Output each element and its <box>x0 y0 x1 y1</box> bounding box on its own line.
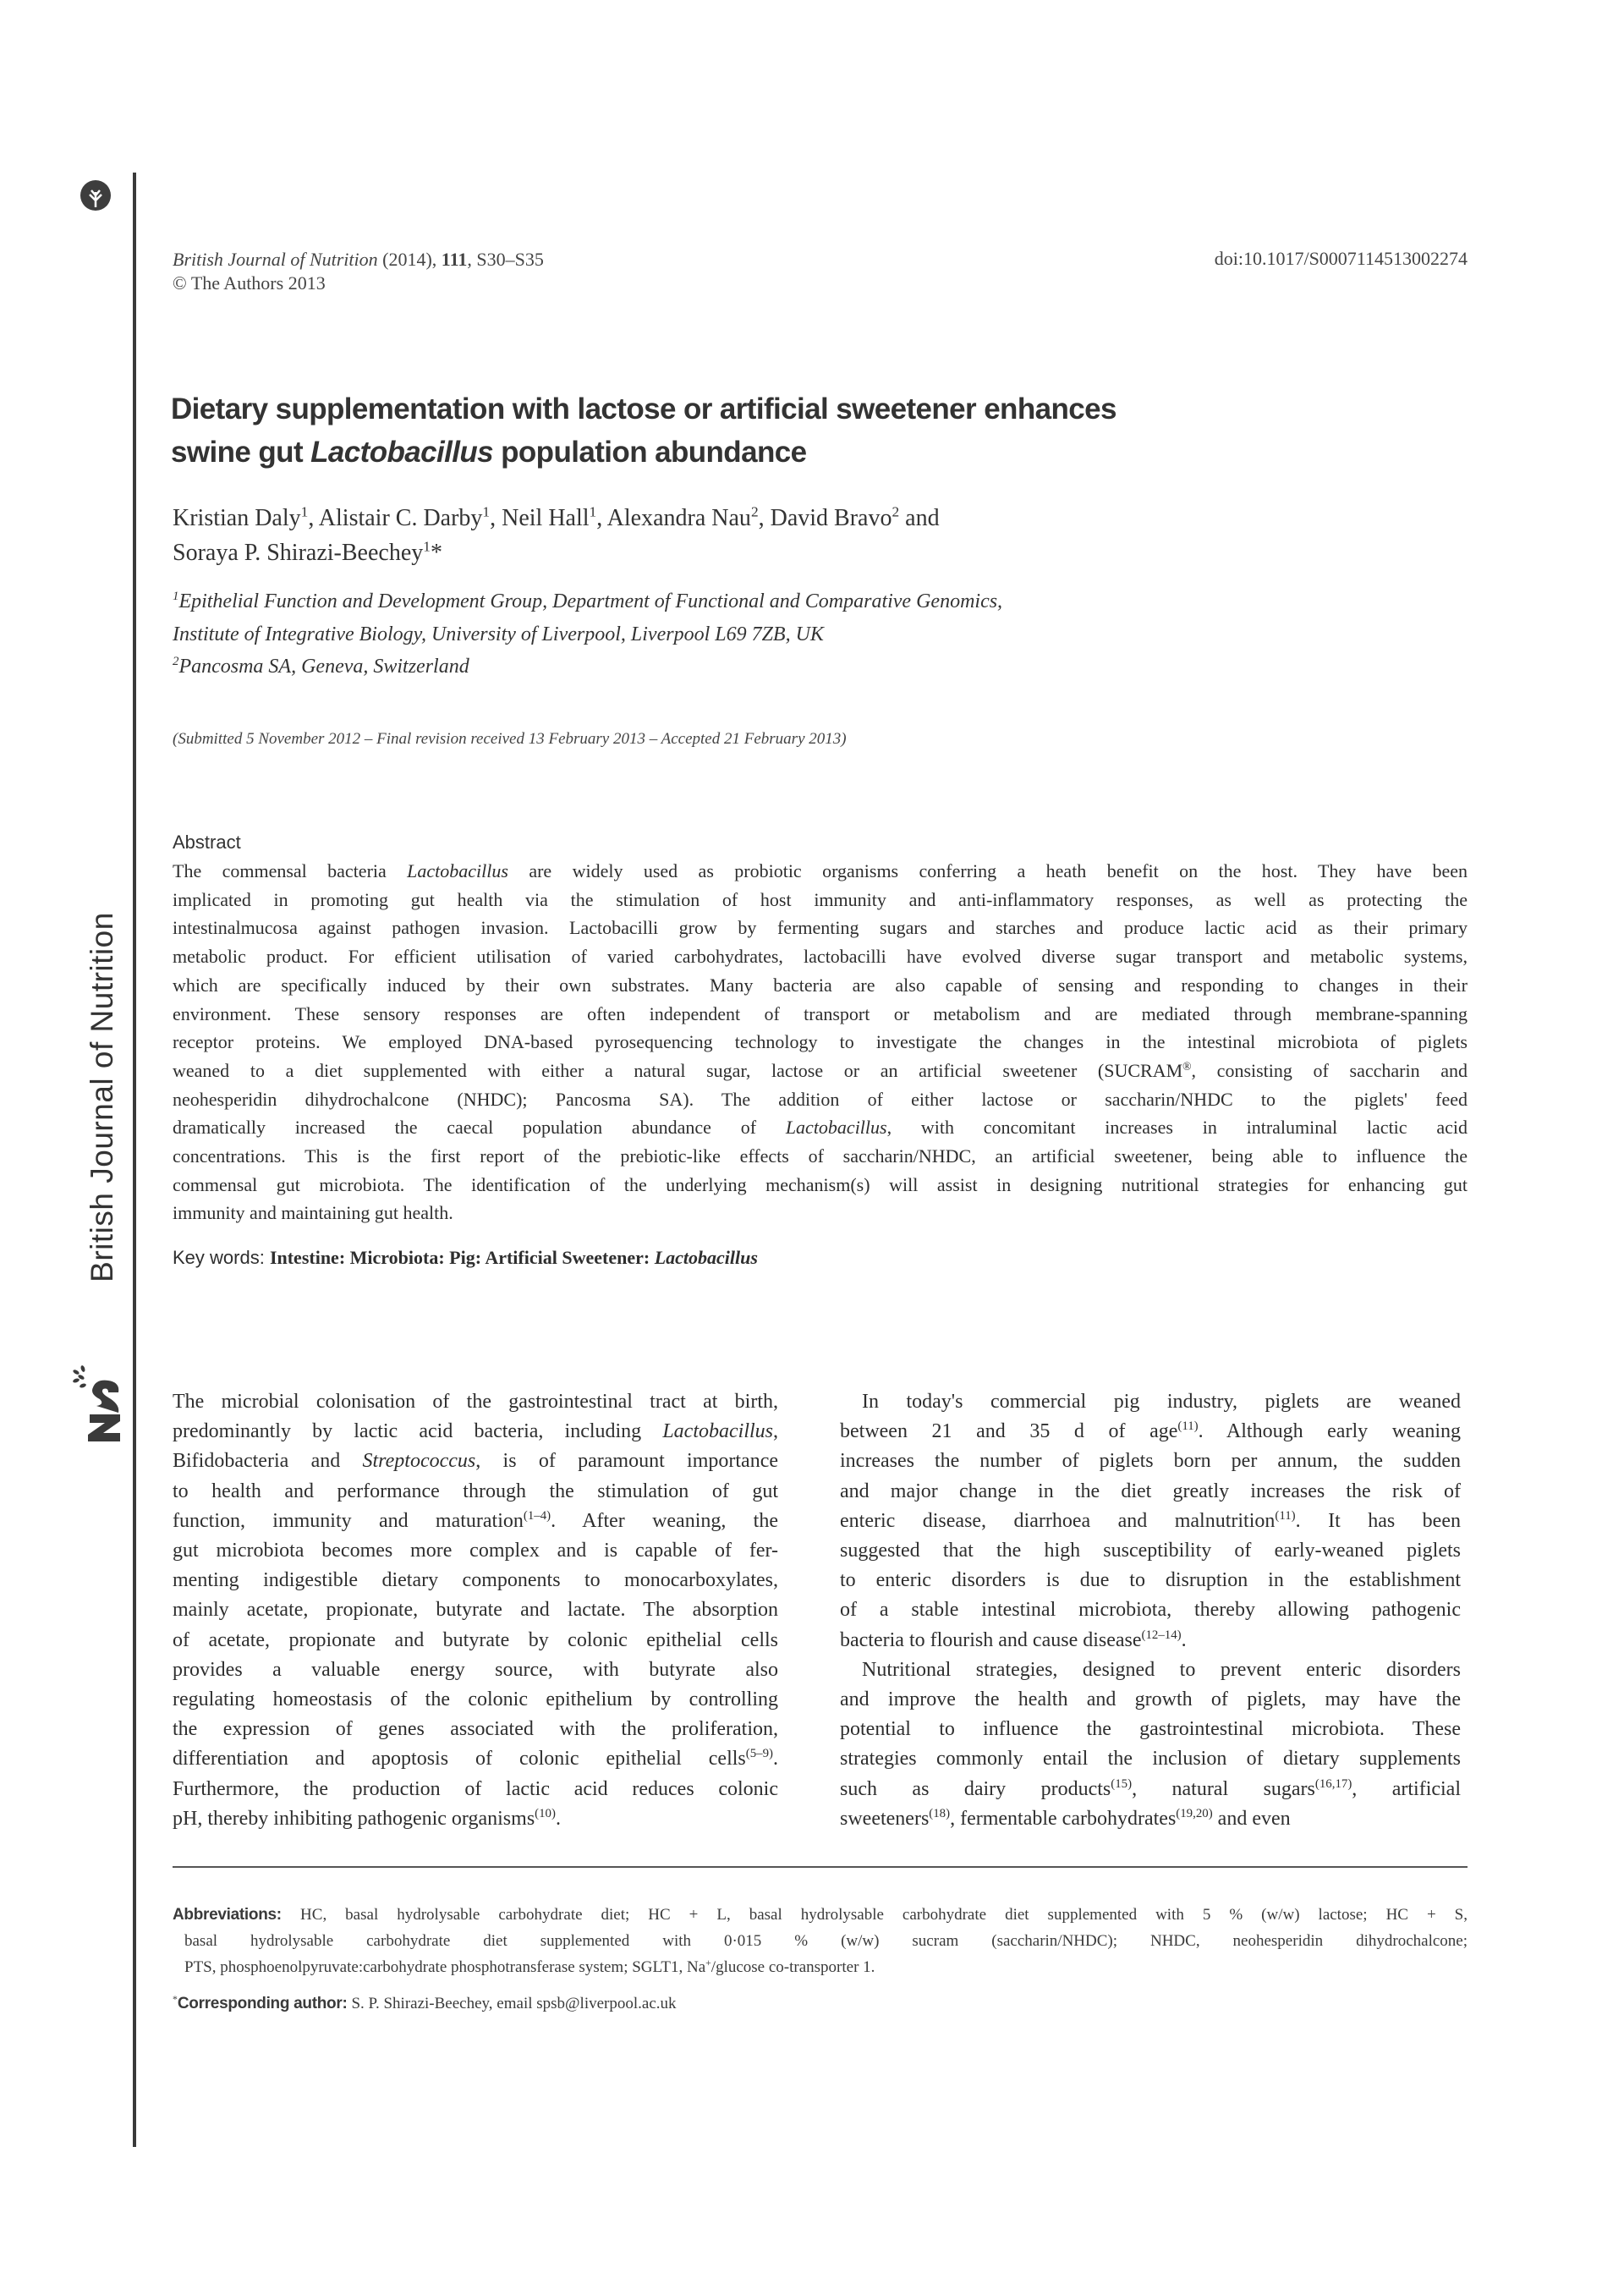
text-line <box>840 1477 1461 1507</box>
text-run: Bifidobacteria and <box>173 1450 363 1473</box>
text-run: . <box>1181 1628 1187 1651</box>
text-run: . <box>773 1748 778 1771</box>
text-run: Streptococcus <box>362 1450 476 1473</box>
text-run: population abundance <box>493 436 807 469</box>
text-run: HC, basal hydrolysable carbohydrate diet; HC + L, basal hydrolysable carbohydrate diet supplemented with 5 % (w/w) lactose; HC + S, <box>300 1906 1468 1924</box>
text-run: pH, thereby inhibiting pathogenic organisms <box>173 1807 535 1830</box>
text-run: basal hydrolysable carbohydrate diet supplemented with 0·015 % (w/w) sucram (saccharin/NHDC); NHDC, neohesperidin dihydrochalcone; <box>184 1932 1468 1950</box>
text-line <box>173 1000 1468 1029</box>
text-run: environment. These sensory responses are often independent of transport or metabolism and are mediated through membrane-spanning <box>173 1002 1468 1024</box>
superscript: (10) <box>535 1806 556 1820</box>
text-run: gut microbiota becomes more complex and is capable of fer- <box>173 1540 778 1562</box>
citation-year: (2014), <box>377 249 442 270</box>
text-line <box>840 1715 1461 1744</box>
text-run: neohesperidin dihydrochalcone (NHDC); Pancosma SA). The addition of either lactose or saccharin/NHDC to the piglets' feed <box>173 1088 1468 1110</box>
article-title <box>171 387 1490 474</box>
superscript: (19,20) <box>1176 1806 1213 1820</box>
text-line <box>173 942 1468 971</box>
text-run: metabolic product. For efficient utilisation of varied carbohydrates, lactobacilli have evolved diverse sugar transport and metabolic systems, <box>173 946 1468 968</box>
text-line <box>173 1775 778 1804</box>
text-run: to enteric disorders is due to disruption in the establishment <box>840 1569 1461 1592</box>
text-run: Dietary supplementation with lactose or artificial sweetener enhances <box>171 393 1116 426</box>
superscript: 1 <box>423 538 431 555</box>
text-run: strategies commonly entail the inclusion of dietary supplements <box>840 1748 1461 1771</box>
ns-logo-icon <box>71 1364 123 1445</box>
text-line <box>173 1685 778 1715</box>
text-line <box>173 1171 1468 1200</box>
text-run: In today's commercial pig industry, piglets are weaned <box>862 1391 1461 1413</box>
text-line <box>173 1057 1468 1085</box>
text-run: and <box>899 505 940 531</box>
superscript: 1 <box>173 590 179 604</box>
superscript: * <box>173 1993 178 2005</box>
text-line <box>173 1447 778 1476</box>
affiliations <box>173 585 1002 684</box>
text-run: provides a valuable energy source, with butyrate also <box>173 1658 778 1681</box>
text-line <box>173 585 1002 618</box>
text-line <box>173 1387 778 1417</box>
nutrition-society-emblem-icon <box>79 178 112 212</box>
pages: , S30–S35 <box>467 249 544 270</box>
text-run: dramatically increased the caecal population abundance of <box>173 1117 786 1139</box>
text-line <box>173 857 1468 886</box>
text-line <box>173 1507 778 1536</box>
text-line <box>171 431 1490 474</box>
text-run: sweeteners <box>840 1807 930 1830</box>
text-run: . After weaning, the <box>551 1509 778 1532</box>
text-run: . Although early weaning <box>1198 1420 1461 1443</box>
text-run: are widely used as probiotic organisms conferring a heath benefit on the host. They have been <box>508 860 1468 881</box>
submission-dates: (Submitted 5 November 2012 – Final revision received 13 February 2013 – Accepted 21 February 2013) <box>173 730 847 748</box>
body-column-left <box>173 1387 778 1834</box>
text-run: Key words: <box>173 1247 270 1268</box>
doi-link[interactable]: doi:10.1017/S0007114513002274 <box>1214 248 1468 269</box>
text-line <box>840 1387 1461 1417</box>
text-line <box>173 1536 778 1566</box>
text-line <box>173 1804 778 1834</box>
text-line <box>173 1417 778 1447</box>
text-run: predominantly by lactic acid bacteria, including <box>173 1420 663 1443</box>
text-line <box>173 886 1468 914</box>
text-line <box>173 1595 778 1625</box>
text-run: differentiation and apoptosis of colonic epithelial cells <box>173 1748 746 1771</box>
text-run: suggested that the high susceptibility of early-weaned piglets <box>840 1540 1461 1562</box>
text-run: S. P. Shirazi-Beechey, email spsb@liverpool.ac.uk <box>351 1995 677 2012</box>
text-run: , natural sugars <box>1132 1777 1315 1800</box>
text-run: function, immunity and maturation <box>173 1509 524 1532</box>
text-line <box>173 914 1468 942</box>
text-run: increases the number of piglets born per annum, the sudden <box>840 1450 1461 1473</box>
text-line <box>840 1417 1461 1447</box>
text-line <box>840 1566 1461 1595</box>
text-run: of acetate, propionate and butyrate by colonic epithelial cells <box>173 1628 778 1651</box>
text-run: between 21 and 35 d of age <box>840 1420 1178 1443</box>
author-list <box>173 501 940 570</box>
text-line <box>173 1028 1468 1057</box>
text-line <box>173 1626 778 1655</box>
text-run: The microbial colonisation of the gastrointestinal tract at birth, <box>173 1391 778 1413</box>
superscript: (1–4) <box>523 1508 551 1523</box>
text-run: Lactobacillus <box>662 1420 773 1443</box>
abbreviations-footnote <box>173 1902 1468 1980</box>
text-run: implicated in promoting gut health via the stimulation of host immunity and anti-inflammatory responses, as well as protecting the <box>173 888 1468 910</box>
text-run: , consisting of saccharin and <box>1191 1059 1468 1081</box>
text-line <box>173 651 1002 684</box>
text-line <box>173 1566 778 1595</box>
superscript: (15) <box>1111 1776 1133 1791</box>
text-run: immunity and maintaining gut health. <box>173 1202 453 1224</box>
text-run: Pancosma SA, Geneva, Switzerland <box>178 656 469 678</box>
text-line <box>173 971 1468 1000</box>
text-line <box>173 1902 1468 1928</box>
abstract-heading: Abstract <box>173 832 241 853</box>
text-run: Lactobacillus <box>654 1247 758 1268</box>
text-line <box>173 501 940 535</box>
superscript: (12–14) <box>1141 1628 1182 1642</box>
text-line <box>840 1685 1461 1715</box>
text-run: , Alexandra Nau <box>596 505 751 531</box>
margin-rule <box>133 173 136 2147</box>
text-run: weaned to a diet supplemented with either a natural sugar, lactose or an artificial sweetener (SUCRAM <box>173 1059 1183 1081</box>
text-run: Furthermore, the production of lactic acid reduces colonic <box>173 1777 778 1800</box>
text-line <box>840 1507 1461 1536</box>
superscript: ® <box>1182 1059 1192 1073</box>
superscript: 2 <box>892 503 900 520</box>
text-run: Nutritional strategies, designed to prevent enteric disorders <box>862 1658 1461 1681</box>
text-run: , <box>773 1420 778 1443</box>
text-run: intestinalmucosa against pathogen invasion. Lactobacilli grow by fermenting sugars and starches and produce lactic acid as their primary <box>173 917 1468 939</box>
text-line <box>840 1804 1461 1834</box>
text-run: , David Bravo <box>758 505 892 531</box>
text-run: , with concomitant increases in intraluminal lactic acid <box>886 1117 1468 1139</box>
text-run: regulating homeostasis of the colonic epithelium by controlling <box>173 1688 778 1711</box>
text-run: swine gut <box>171 436 311 469</box>
text-run: and improve the health and growth of piglets, may have the <box>840 1688 1461 1711</box>
corresponding-author <box>173 1995 677 2013</box>
text-run: Institute of Integrative Biology, University of Liverpool, Liverpool L69 7ZB, UK <box>173 623 824 645</box>
text-line <box>840 1447 1461 1476</box>
journal-vertical-title: British Journal of Nutrition <box>85 912 119 1282</box>
text-run: . It has been <box>1295 1509 1461 1532</box>
text-line <box>840 1655 1461 1685</box>
keywords <box>173 1247 758 1269</box>
text-run: such as dairy products <box>840 1777 1111 1800</box>
superscript: + <box>705 1957 711 1968</box>
text-run: the expression of genes associated with the proliferation, <box>173 1718 778 1741</box>
text-run: , fermentable carbohydrates <box>950 1807 1177 1830</box>
text-run: PTS, phosphoenolpyruvate:carbohydrate phosphotransferase system; SGLT1, Na <box>184 1958 706 1976</box>
text-line <box>173 1715 778 1744</box>
text-line <box>173 1085 1468 1114</box>
text-line <box>173 1199 1468 1227</box>
text-line <box>840 1744 1461 1774</box>
text-line <box>173 1928 1468 1954</box>
journal-header <box>173 248 544 295</box>
text-run: which are specifically induced by their own substrates. Many bacteria are also capable of sensing and responding to changes in their <box>173 974 1468 996</box>
text-run: receptor proteins. We employed DNA-based pyrosequencing technology to investigate the changes in the intestinal microbiota of piglets <box>173 1031 1468 1053</box>
superscript: (11) <box>1177 1419 1199 1434</box>
text-run: , Neil Hall <box>490 505 590 531</box>
text-line <box>840 1626 1461 1655</box>
text-run: Lactobacillus <box>407 860 508 881</box>
text-run: The commensal bacteria <box>173 860 408 881</box>
text-run: . <box>555 1807 561 1830</box>
text-run: Intestine: Microbiota: Pig: Artificial Sweetener: <box>269 1247 655 1268</box>
text-line <box>173 1113 1468 1142</box>
text-line <box>173 1655 778 1685</box>
text-line <box>840 1775 1461 1804</box>
text-line <box>840 1536 1461 1566</box>
text-line <box>173 1477 778 1507</box>
superscript: 2 <box>173 655 179 669</box>
text-line <box>173 618 1002 651</box>
superscript: 1 <box>482 503 491 520</box>
text-run: Soraya P. Shirazi-Beechey <box>173 540 424 566</box>
superscript: 1 <box>300 503 309 520</box>
text-run: enteric disease, diarrhoea and malnutrition <box>840 1509 1276 1532</box>
text-run: Epithelial Function and Development Group, Department of Functional and Comparative Genomics, <box>178 590 1003 612</box>
footnote-rule <box>173 1866 1468 1868</box>
text-run: menting indigestible dietary components to monocarboxylates, <box>173 1569 778 1592</box>
text-run: , Alistair C. Darby <box>308 505 483 531</box>
text-run: Lactobacillus <box>310 436 493 469</box>
superscript: (16,17) <box>1314 1776 1352 1791</box>
superscript: 1 <box>589 503 597 520</box>
text-line <box>840 1595 1461 1625</box>
text-run: concentrations. This is the first report of the prebiotic-like effects of saccharin/NHDC, an artificial sweetener, being able to influence the <box>173 1145 1468 1167</box>
text-run: to health and performance through the stimulation of gut <box>173 1480 778 1502</box>
superscript: (5–9) <box>745 1747 773 1761</box>
text-line <box>171 387 1490 431</box>
abstract-text <box>173 857 1468 1227</box>
text-run: Abbreviations: <box>173 1906 301 1924</box>
superscript: (11) <box>1275 1508 1296 1523</box>
text-line <box>173 1954 1468 1980</box>
text-run: mainly acetate, propionate, butyrate and lactate. The absorption <box>173 1599 778 1622</box>
text-line <box>173 535 940 570</box>
copyright: © The Authors 2013 <box>173 272 326 294</box>
journal-name: British Journal of Nutrition <box>173 249 378 270</box>
volume: 111 <box>441 249 468 270</box>
text-line <box>173 1744 778 1774</box>
text-run: , is of paramount importance <box>475 1450 778 1473</box>
superscript: (18) <box>929 1806 951 1820</box>
text-run: bacteria to flourish and cause disease <box>840 1628 1142 1651</box>
text-run: , artificial <box>1352 1777 1461 1800</box>
text-run: commensal gut microbiota. The identification of the underlying mechanism(s) will assist in designing nutritional strategies for enhancing gut <box>173 1173 1468 1195</box>
text-run: potential to influence the gastrointestinal microbiota. These <box>840 1718 1461 1741</box>
text-run: and major change in the diet greatly increases the risk of <box>840 1480 1461 1502</box>
text-run: * <box>430 540 442 566</box>
text-run: and even <box>1212 1807 1291 1830</box>
text-run: Lactobacillus <box>785 1117 887 1139</box>
text-run: of a stable intestinal microbiota, thereby allowing pathogenic <box>840 1599 1461 1622</box>
text-line <box>173 1142 1468 1171</box>
text-run: Corresponding author: <box>177 1995 352 2012</box>
body-column-right <box>840 1387 1461 1834</box>
superscript: 2 <box>750 503 759 520</box>
text-run: /glucose co-transporter 1. <box>710 1958 875 1976</box>
text-run: Kristian Daly <box>173 505 301 531</box>
